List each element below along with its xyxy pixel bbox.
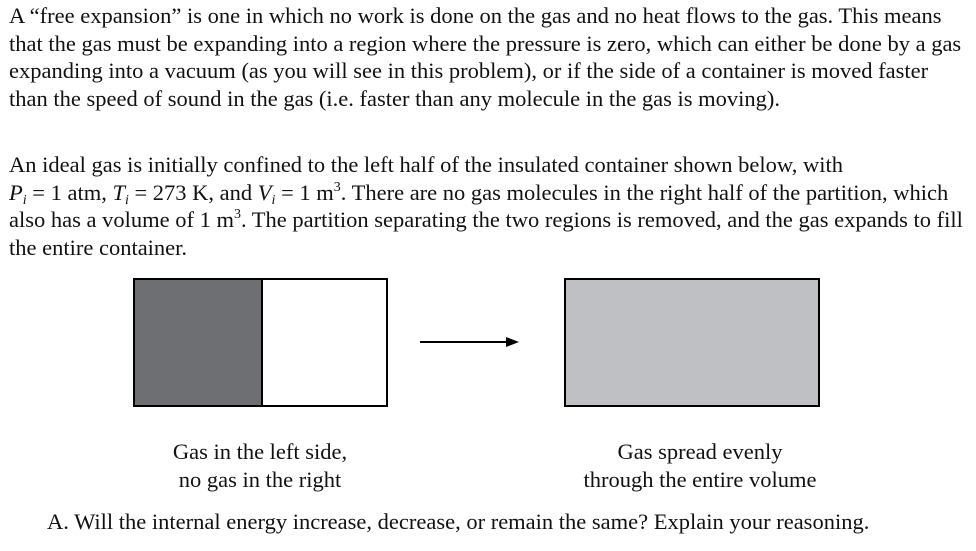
temperature-value: = 273 K, and bbox=[128, 179, 258, 205]
volume-subscript: i bbox=[271, 192, 276, 208]
question-text: Will the internal energy increase, decrease, or remain the same? Explain your reasoning. bbox=[74, 509, 870, 534]
initial-caption-line-1: Gas in the left side, bbox=[172, 439, 348, 464]
initial-state-caption bbox=[130, 438, 390, 494]
volume-symbol: V bbox=[257, 179, 272, 205]
setup-lead: An ideal gas is initially confined to the left half of the insulated container shown below, with bbox=[9, 152, 843, 177]
left-gas-region bbox=[135, 280, 261, 405]
initial-caption-line-2: no gas in the right bbox=[178, 467, 342, 492]
question-label: A. bbox=[47, 509, 69, 534]
final-caption-line-1: Gas spread evenly bbox=[617, 439, 783, 464]
setup-paragraph bbox=[9, 151, 969, 261]
setup-tail: . The partition separating the two regions is removed, and the gas expands to fill the entire container. bbox=[9, 207, 963, 260]
volume-value: = 1 m bbox=[275, 179, 334, 205]
question-a bbox=[47, 508, 967, 536]
setup-middle: . There are no gas molecules in the right half of the partition, which also has a volume of 1 m bbox=[9, 179, 949, 232]
partition-wall bbox=[261, 280, 263, 405]
initial-state-container bbox=[133, 278, 388, 407]
temperature-symbol: T bbox=[112, 179, 125, 205]
final-state-caption bbox=[550, 438, 850, 494]
final-caption-line-2: through the entire volume bbox=[583, 467, 817, 492]
pressure-subscript: i bbox=[22, 192, 27, 208]
right-arrow-icon bbox=[420, 334, 520, 350]
temperature-subscript: i bbox=[124, 192, 129, 208]
pressure-symbol: P bbox=[9, 179, 23, 205]
intro-paragraph: A “free expansion” is one in which no work is done on the gas and no heat flows to the gas. This means that the gas must be expanding into a region where the pressure is zero, which can either be done by a gas expanding into a vacuum (as you will see in this problem), or if the side of a container is moved faster than the speed of sound in the gas (i.e. faster than any molecule in the gas is moving). bbox=[9, 3, 962, 111]
partition-volume-exponent: 3 bbox=[233, 207, 241, 222]
final-state-container bbox=[564, 278, 820, 407]
volume-exponent: 3 bbox=[333, 179, 341, 195]
pressure-value: = 1 atm, bbox=[26, 179, 113, 205]
